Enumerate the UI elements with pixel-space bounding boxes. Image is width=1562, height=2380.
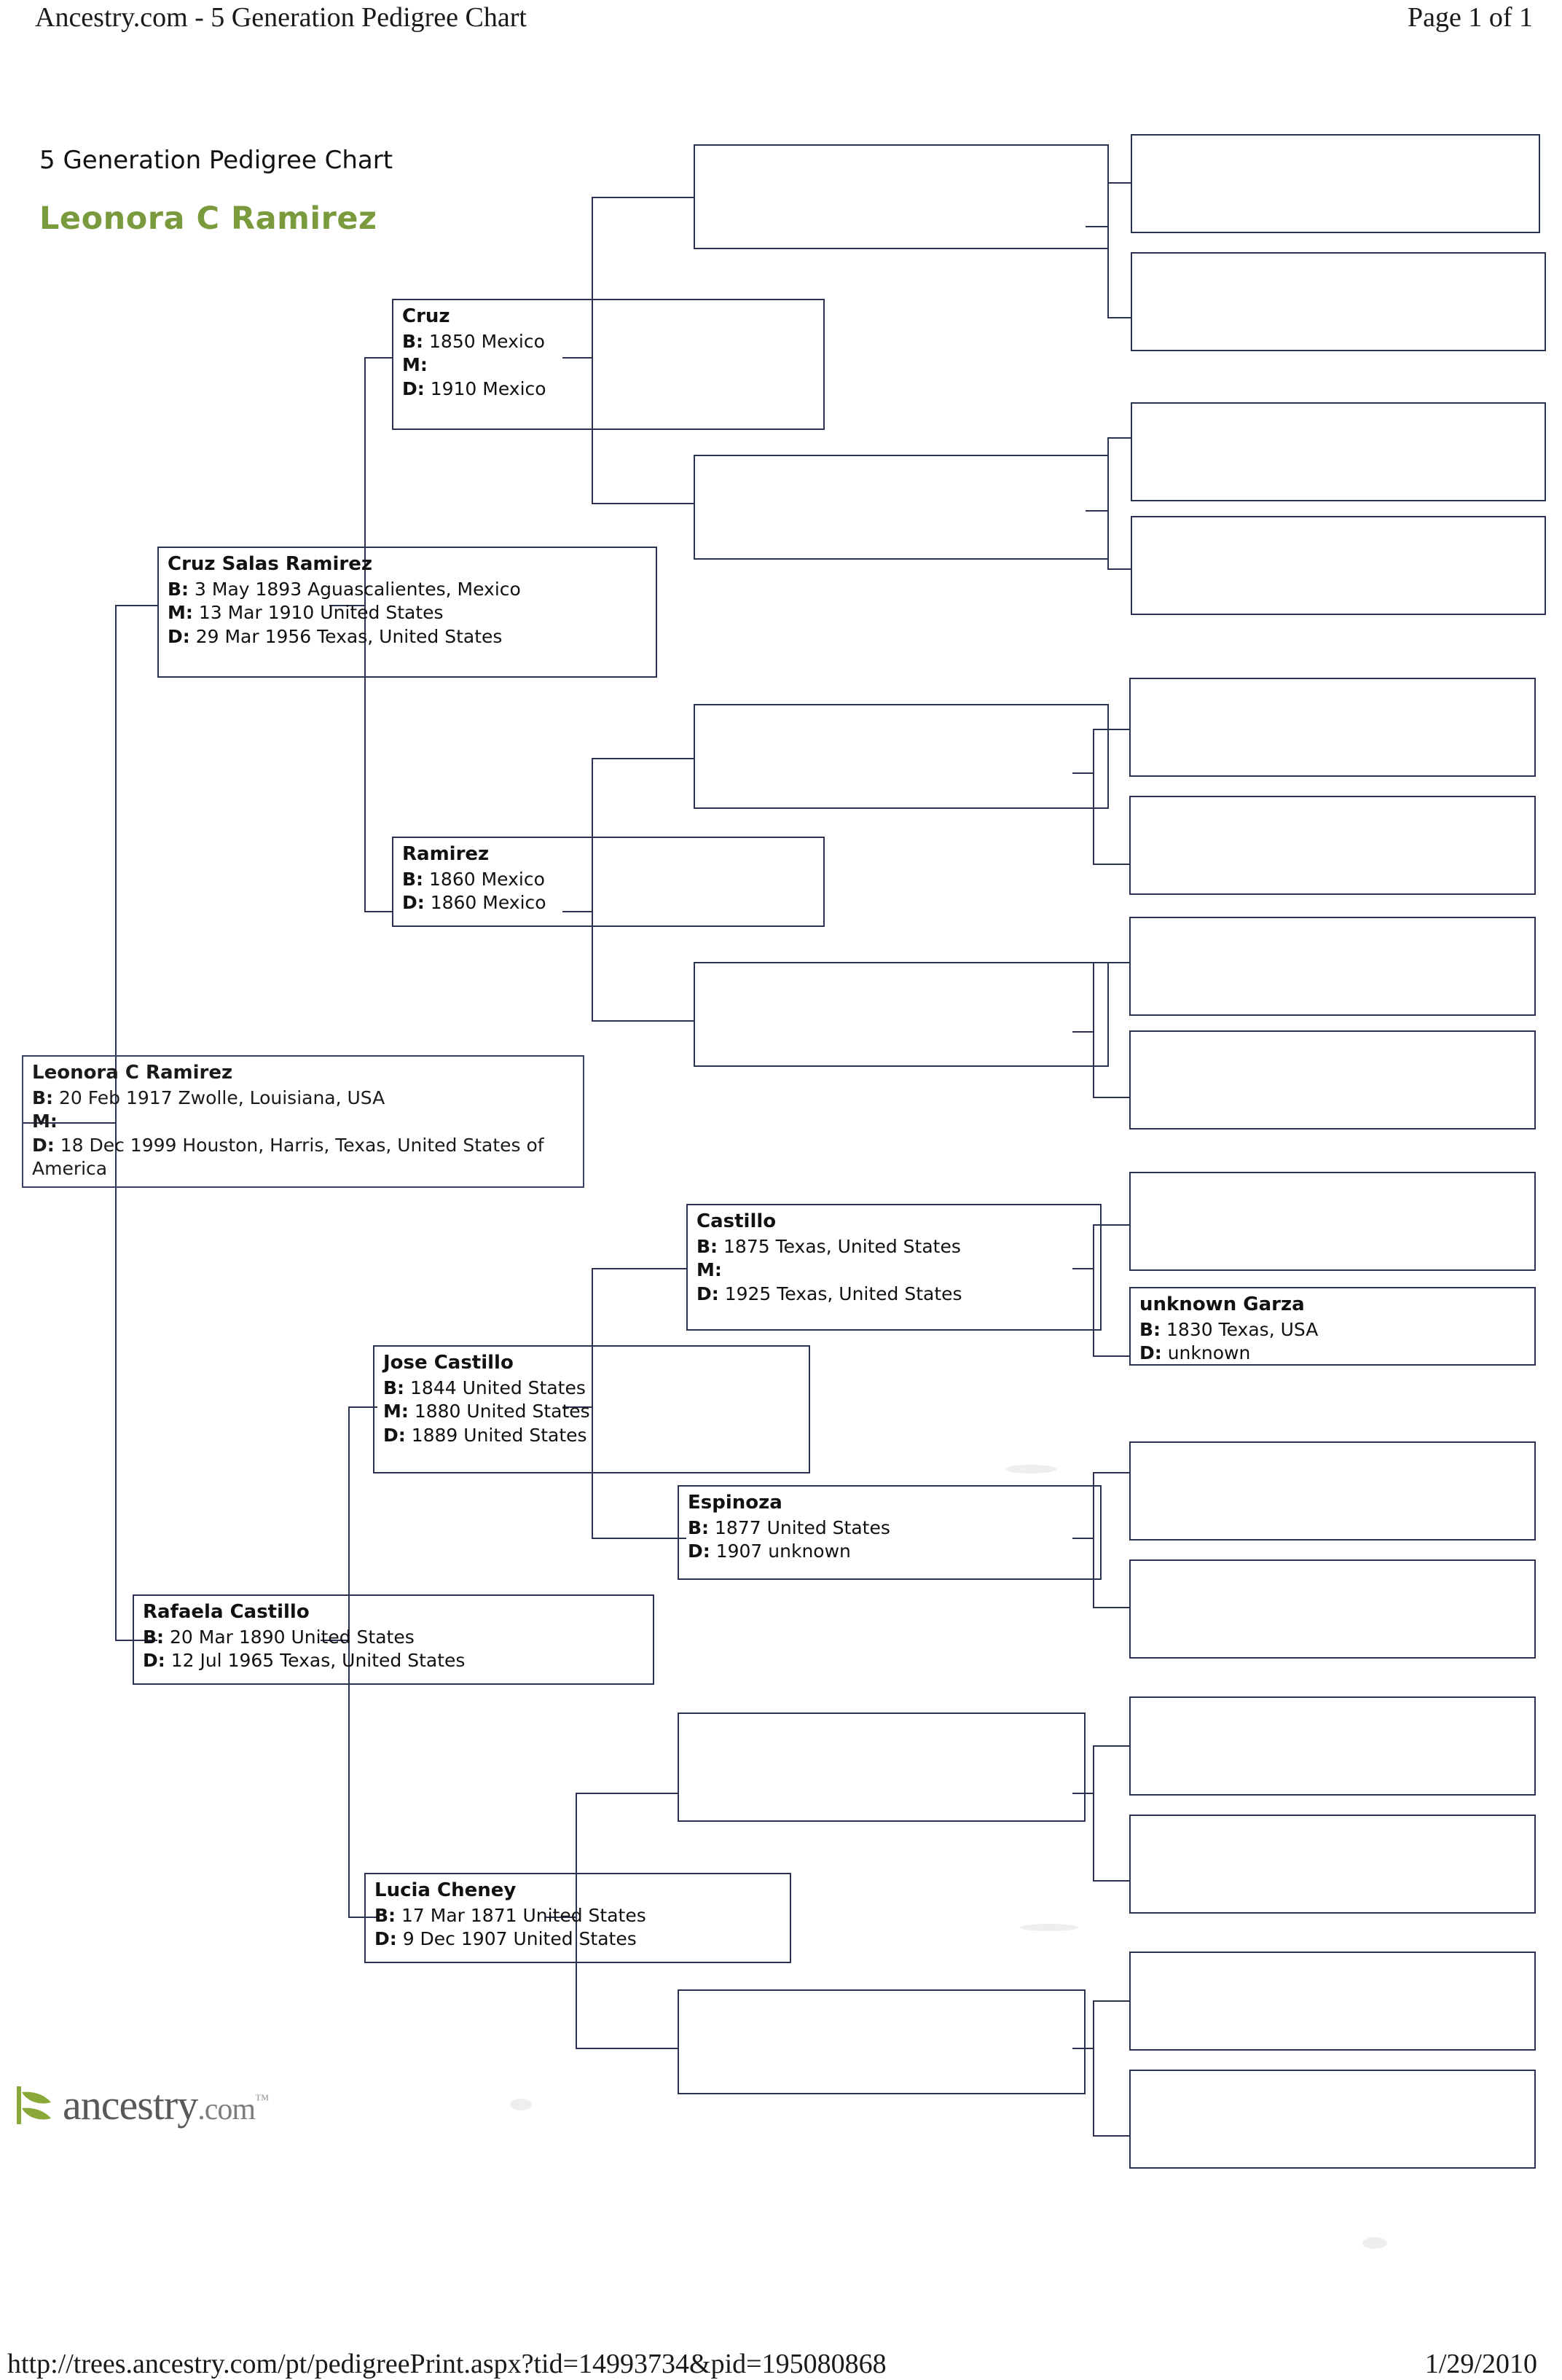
scan-artifact — [1362, 2237, 1387, 2249]
connector — [1093, 1745, 1129, 1747]
connector — [1093, 864, 1129, 865]
connector — [1093, 1097, 1129, 1098]
person-death: D: unknown — [1139, 1342, 1251, 1364]
person-name: Cruz — [402, 305, 450, 327]
logo-word: ancestry — [63, 2081, 198, 2129]
person-name: Espinoza — [688, 1492, 782, 1514]
person-box-empty-g4-8[interactable] — [678, 1989, 1086, 2094]
person-box-empty-g5-15[interactable] — [1129, 1952, 1536, 2051]
person-box-maternal-grandmother[interactable] — [364, 1873, 791, 1963]
person-box-empty-g5-2[interactable] — [1131, 252, 1546, 351]
connector — [1093, 1607, 1129, 1608]
person-birth: B: 1830 Texas, USA — [1139, 1318, 1319, 1340]
person-box-root[interactable] — [22, 1055, 584, 1188]
person-marriage: M: — [402, 354, 428, 376]
person-name: Rafaela Castillo — [143, 1601, 310, 1623]
person-name: Cruz Salas Ramirez — [168, 553, 373, 575]
logo-wordmark — [63, 2080, 269, 2129]
person-birth: B: 1877 United States — [688, 1516, 890, 1538]
person-name: Lucia Cheney — [374, 1879, 517, 1901]
person-death: D: 1860 Mexico — [402, 892, 546, 914]
person-box-empty-g5-1[interactable] — [1131, 134, 1540, 233]
person-marriage: M: 1880 United States — [383, 1401, 590, 1422]
person-box-paternal-grandmother[interactable] — [392, 837, 825, 927]
connector — [1107, 568, 1131, 570]
scan-artifact — [1005, 1465, 1056, 1473]
logo-tm: ™ — [255, 2091, 269, 2108]
person-death: D: 12 Jul 1965 Texas, United States — [143, 1650, 466, 1672]
leaf-icon — [15, 2083, 55, 2127]
person-name: Leonora C Ramirez — [32, 1062, 233, 1084]
chart-subtitle: 5 Generation Pedigree Chart — [39, 146, 393, 175]
person-name: Jose Castillo — [383, 1352, 514, 1374]
scan-artifact — [1020, 1924, 1078, 1931]
print-footer-url: http://trees.ancestry.com/pt/pedigreePrint.aspx?tid=14993734&pid=195080868 — [7, 2349, 887, 2379]
person-box-empty-g5-12[interactable] — [1129, 1559, 1536, 1659]
person-box-empty-g5-7[interactable] — [1129, 917, 1536, 1016]
connector — [592, 503, 694, 504]
person-name: unknown Garza — [1139, 1293, 1305, 1315]
person-death: D: 9 Dec 1907 United States — [374, 1928, 637, 1950]
connector — [592, 1020, 694, 1022]
connector — [1093, 2135, 1129, 2137]
birth-label: B: — [32, 1087, 54, 1108]
person-box-empty-g5-3[interactable] — [1131, 402, 1546, 501]
person-marriage: M: — [696, 1259, 722, 1281]
person-box-espinoza[interactable] — [678, 1485, 1102, 1580]
person-death: D: 1925 Texas, United States — [696, 1283, 962, 1304]
person-marriage — [32, 1110, 576, 1134]
person-box-empty-g5-13[interactable] — [1129, 1696, 1536, 1796]
connector — [115, 605, 159, 606]
person-box-empty-g4-1[interactable] — [694, 144, 1109, 249]
person-birth: B: 3 May 1893 Aguascalientes, Mexico — [168, 578, 521, 600]
connector — [1093, 1880, 1129, 1882]
person-box-empty-g4-7[interactable] — [678, 1712, 1086, 1822]
person-box-empty-g5-6[interactable] — [1129, 796, 1536, 895]
marriage-label: M: — [32, 1111, 58, 1132]
connector — [592, 758, 694, 759]
connector — [1107, 317, 1131, 318]
person-birth: B: 1844 United States — [383, 1377, 586, 1398]
person-box-maternal-grandfather[interactable] — [373, 1345, 810, 1473]
connector — [1093, 1472, 1129, 1473]
connector — [576, 1793, 678, 1794]
person-box-mother[interactable] — [133, 1594, 654, 1685]
person-birth: B: 1850 Mexico — [402, 330, 545, 352]
person-box-empty-g5-14[interactable] — [1129, 1815, 1536, 1914]
print-header-title: Ancestry.com - 5 Generation Pedigree Chart — [35, 2, 527, 33]
connector — [592, 197, 694, 198]
page-title: Leonora C Ramirez — [39, 200, 377, 237]
connector — [1093, 2000, 1129, 2002]
print-page-number: Page 1 of 1 — [1407, 2, 1533, 33]
death-label: D: — [32, 1134, 55, 1156]
person-name: Castillo — [696, 1210, 777, 1232]
connector — [592, 1268, 686, 1269]
scan-artifact — [510, 2099, 532, 2110]
person-box-unknown-garza[interactable] — [1129, 1287, 1536, 1366]
person-box-paternal-grandfather[interactable] — [392, 299, 825, 430]
connector — [592, 1538, 686, 1539]
connector — [1093, 1355, 1129, 1357]
person-death: D: 1907 unknown — [688, 1541, 851, 1562]
connector — [1107, 182, 1131, 184]
person-birth: B: 17 Mar 1871 United States — [374, 1904, 646, 1926]
person-death: D: 1889 United States — [383, 1424, 587, 1446]
person-box-father[interactable] — [157, 547, 657, 678]
person-birth: B: 1860 Mexico — [402, 868, 545, 890]
connector — [1093, 2000, 1094, 2135]
person-box-empty-g4-4[interactable] — [694, 962, 1109, 1067]
person-box-castillo[interactable] — [686, 1204, 1102, 1331]
person-name: Ramirez — [402, 843, 490, 865]
person-birth: B: 20 Feb 1917 Zwolle, Louisiana, USA — [32, 1087, 385, 1108]
person-box-empty-g4-3[interactable] — [694, 704, 1109, 809]
person-box-empty-g5-9[interactable] — [1129, 1172, 1536, 1271]
connector — [576, 2048, 678, 2049]
connector — [1093, 1745, 1094, 1880]
person-box-empty-g5-5[interactable] — [1129, 678, 1536, 777]
person-birth: B: 20 Mar 1890 United States — [143, 1626, 415, 1648]
ancestry-logo — [15, 2080, 269, 2129]
connector — [364, 911, 393, 912]
person-marriage: M: 13 Mar 1910 United States — [168, 602, 444, 624]
person-box-empty-g5-16[interactable] — [1129, 2070, 1536, 2169]
connector — [364, 357, 393, 359]
connector — [1107, 437, 1131, 439]
person-box-empty-g5-11[interactable] — [1129, 1441, 1536, 1541]
person-box-empty-g4-2[interactable] — [694, 455, 1109, 560]
person-death: D: 29 Mar 1956 Texas, United States — [168, 625, 503, 647]
person-box-empty-g5-8[interactable] — [1129, 1030, 1536, 1130]
person-birth: B: 1875 Texas, United States — [696, 1235, 961, 1257]
print-footer-date: 1/29/2010 — [1424, 2349, 1537, 2379]
person-death: D: 1910 Mexico — [402, 377, 546, 399]
logo-dotcom: .com — [197, 2093, 256, 2126]
person-box-empty-g5-4[interactable] — [1131, 516, 1546, 615]
person-death: D: 18 Dec 1999 Houston, Harris, Texas, United States of America — [32, 1134, 544, 1180]
